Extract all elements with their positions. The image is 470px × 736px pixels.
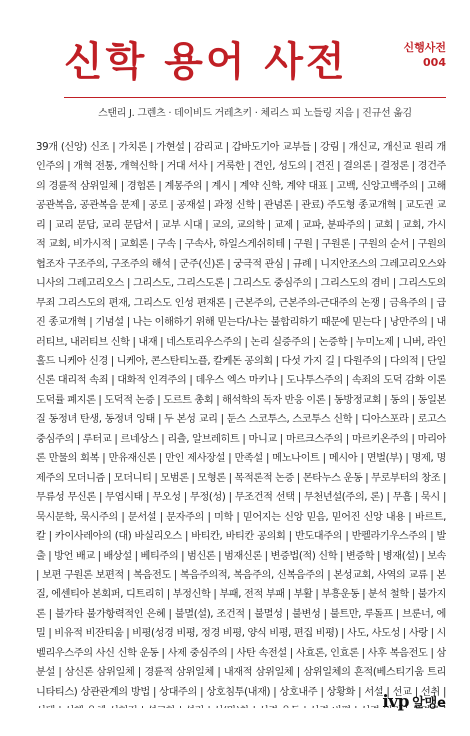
title-divider: [64, 97, 446, 98]
series-label: [403, 40, 446, 70]
ivp-logo-imprint: 알맹e: [412, 696, 446, 711]
publisher-logo: [382, 692, 446, 712]
ivp-logo-mark: ivp: [382, 692, 410, 712]
term-list: 39개 (신앙) 신조 | 가치론 | 가현설 | 감리교 | 갑바도기아 교부들 | 강림 | 개신교, 개신교 원리 개인주의 | 개혁 전통, 개혁신학 | 거대 서사 | 거룩한 | 견인, 성도의 | 견진 | 결의론 | 결정론 | 경건주의 경륜적 삼위일체 | 경험론 | 계몽주의 | 계시 | 계약 신학, 계약 대표 | 고백, 신앙고백주의 | 고해 공관복음, 공관복음 문제 | 공로 | 공재설 | 과정 신학 | 관념론 | 관료) 주도형 종교개혁 | 교도권 교리 | 교리 문답, 교리 문답서 | 교부 시대 | 교의, 교의학 | 교제 | 교파, 분파주의 | 교회 | 교회, 가시적 교회, 비가시적 | 교회론 | 구속 | 구속사, 하일스게쉬히테 | 구원 | 구원론 | 구원의 순서 | 구원의 협조자 구조주의, 구조주의 해석 | 군주(신)론 | 궁극적 관심 | 규례 | 니지안조스의 그레고리오스와 니사의 그레고리오스 | 그리스도, 그리스도론 | 그리스도 중심주의 | 그리스도의 겸비 | 그리스도의 무죄 그리스도의 편재, 그리스도 인성 편재론 | 근본주의, 근본주의-근대주의 논쟁 | 금욕주의 | 급진 종교개혁 | 기념설 | 나는 이해하기 위해 믿는다/나는 불합리하기 때문에 믿는다 | 낭만주의 | 내러티브, 내러티브 신학 | 내재 | 네스토리우스주의 | 논리 실증주의 | 논증학 | 누미노제 | 니버, 라인홀드 니케아 신경 | 니케아, 콘스탄티노플, 칼케돈 공의회 | 다섯 가지 길 | 다원주의 | 다의적 | 단일신론 대리적 속죄 | 대화적 인격주의 | 데우스 엑스 마키나 | 도나투스주의 | 속죄의 도덕 감화 이론 도덕률 폐지론 | 도덕적 논증 | 도르트 총회 | 해석학의 독자 반응 이론 | 동방정교회 | 동의 | 동일본질 동정녀 탄생, 동정녀 잉태 | 두 본성 교리 | 둔스 스코투스, 스코투스 신학 | 디아스포라 | 로고스 중심주의 | 루터교 | 르네상스 | 리츨, 알브레히트 | 마니교 | 마르크스주의 | 마르키온주의 | 마리아론 만물의 회복 | 만유재신론 | 만인 제사장설 | 만족설 | 메노나이트 | 메시아 | 면벌(부) | 명제, 명제주의 모더니즘 | 모더니티 | 모범론 | 모형론 | 목적론적 논증 | 몬타누스 운동 | 무로부터의 창조 | 무류성 무신론 | 무엽시태 | 무오성 | 무정(성) | 무조건적 선택 | 무천년설(주의, 론) | 무흠 | 묵시 | 묵시문학, 묵시주의 | 문서설 | 문자주의 | 미학 | 믿어지는 신앙 믿음, 믿어진 신앙 내용 | 바르트, 칼 | 카이사레아의 (대) 바실리오스 | 바티칸, 바티칸 공의회 | 반도대주의 | 반펠라기우스주의 | 발출 | 방언 배교 | 배상설 | 베티주의 | 범신론 | 범재신론 | 변증법(적) 신학 | 변증학 | 병재(설) | 보속 | 보편 구원론 보편적 | 복음전도 | 복음주의적, 복음주의, 신복음주의 | 본성교회, 사역의 교류 | 본질, 에센티아 본회퍼, 디트리히 | 부정신학 | 부패, 전적 부패 | 부활 | 부흥운동 | 분석 철학 | 불가지론 | 불가타 불가항력적인 은혜 | 불멸(설), 조건적 | 불멸성 | 불변성 | 불트만, 루돌프 | 브룬너, 에밀 | 비유적 비잔티움 | 비평(성경 비평, 정경 비평, 양식 비평, 편집 비평) | 사도, 사도성 | 사랑 | 시벨리우스주의 사신 신학 운동 | 사제 중심주의 | 사탄 속전설 | 사효론, 인효론 | 사후 복음전도 | 삼분설 | 삼신론 삼위일체 | 경륜적 삼위일체 | 내재적 삼위일체 | 삼위일체의 흔적(베스티기움 트리니타티스) 상관관계의 방법 | 상대주의 | 상호침투(내재) | 상호내주 | 상황화 | 서설 | 선교 | 선취 |: [36, 142, 446, 698]
series-name: 신행사전: [403, 41, 446, 54]
author-credits: 스탠리 J. 그렌츠 · 데이비드 거레츠키 · 체리스 피 노들링 지음 | 진규선 옮김: [98, 108, 412, 119]
book-title: 신학 용어 사전: [64, 39, 348, 85]
series-number: 004: [423, 56, 446, 69]
